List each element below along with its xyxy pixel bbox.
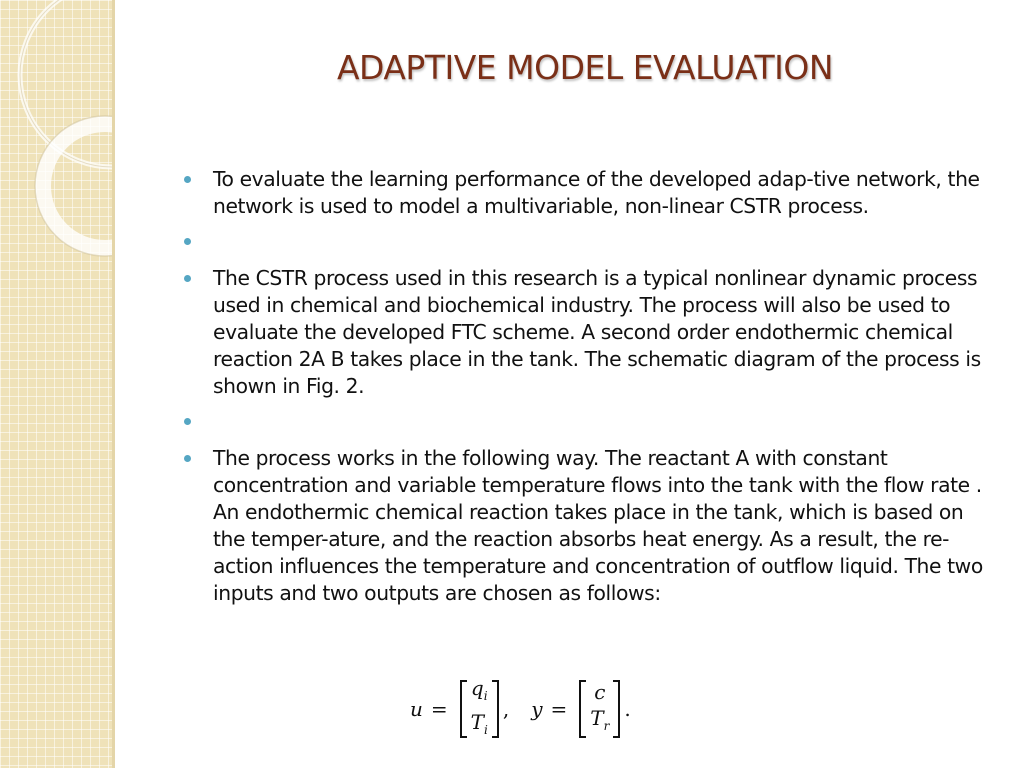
formula-u-symbol: u xyxy=(410,697,423,721)
bullet-item-intro: To evaluate the learning performance of the developed adap-tive network, the network is used to model a multivariable, non-linear CSTR process. xyxy=(183,166,991,220)
bullet-item-empty xyxy=(183,228,991,255)
slide-title: ADAPTIVE MODEL EVALUATION xyxy=(336,48,834,87)
formula-equals: = xyxy=(430,697,448,721)
formula-y-entry-c: c xyxy=(594,680,606,704)
bullet-list xyxy=(183,166,991,607)
decorative-sidebar xyxy=(0,0,112,768)
formula-u-entry-q: $q_i$ xyxy=(470,676,488,703)
sidebar-rings-graphic xyxy=(0,0,112,768)
formula-y-entry-T: $T_r$ xyxy=(590,706,610,733)
formula-y-symbol: y xyxy=(531,697,543,721)
formula-u-entry-T: $T_i$ xyxy=(470,710,488,737)
sidebar-divider xyxy=(112,0,115,768)
formula-terminator: . xyxy=(624,697,631,721)
bullet-item-process-operation: The process works in the following way. The reactant A with constant concentration and variable temperature flows into the tank with the flow rate . An endothermic chemical reaction takes place in the tank, which is based on the temper-ature, and the reaction absorbs heat energy. As a result, the re-action influences the temperature and concentration of outflow liquid. The two inputs and two outputs are chosen as follows: xyxy=(183,445,991,607)
formula-equals: = xyxy=(550,697,568,721)
bullet-item-cstr-process: The CSTR process used in this research is a typical nonlinear dynamic process used in chemical and biochemical industry. The process will also be used to evaluate the developed FTC scheme. A second order endothermic chemical reaction 2A B takes place in the tank. The schematic diagram of the process is shown in Fig. 2. xyxy=(183,265,991,400)
formula-y-matrix xyxy=(579,680,620,738)
bullet-item-empty xyxy=(183,408,991,435)
formula-u-matrix xyxy=(460,676,499,738)
io-vector-formula xyxy=(410,676,631,742)
formula-separator: , xyxy=(502,697,510,721)
